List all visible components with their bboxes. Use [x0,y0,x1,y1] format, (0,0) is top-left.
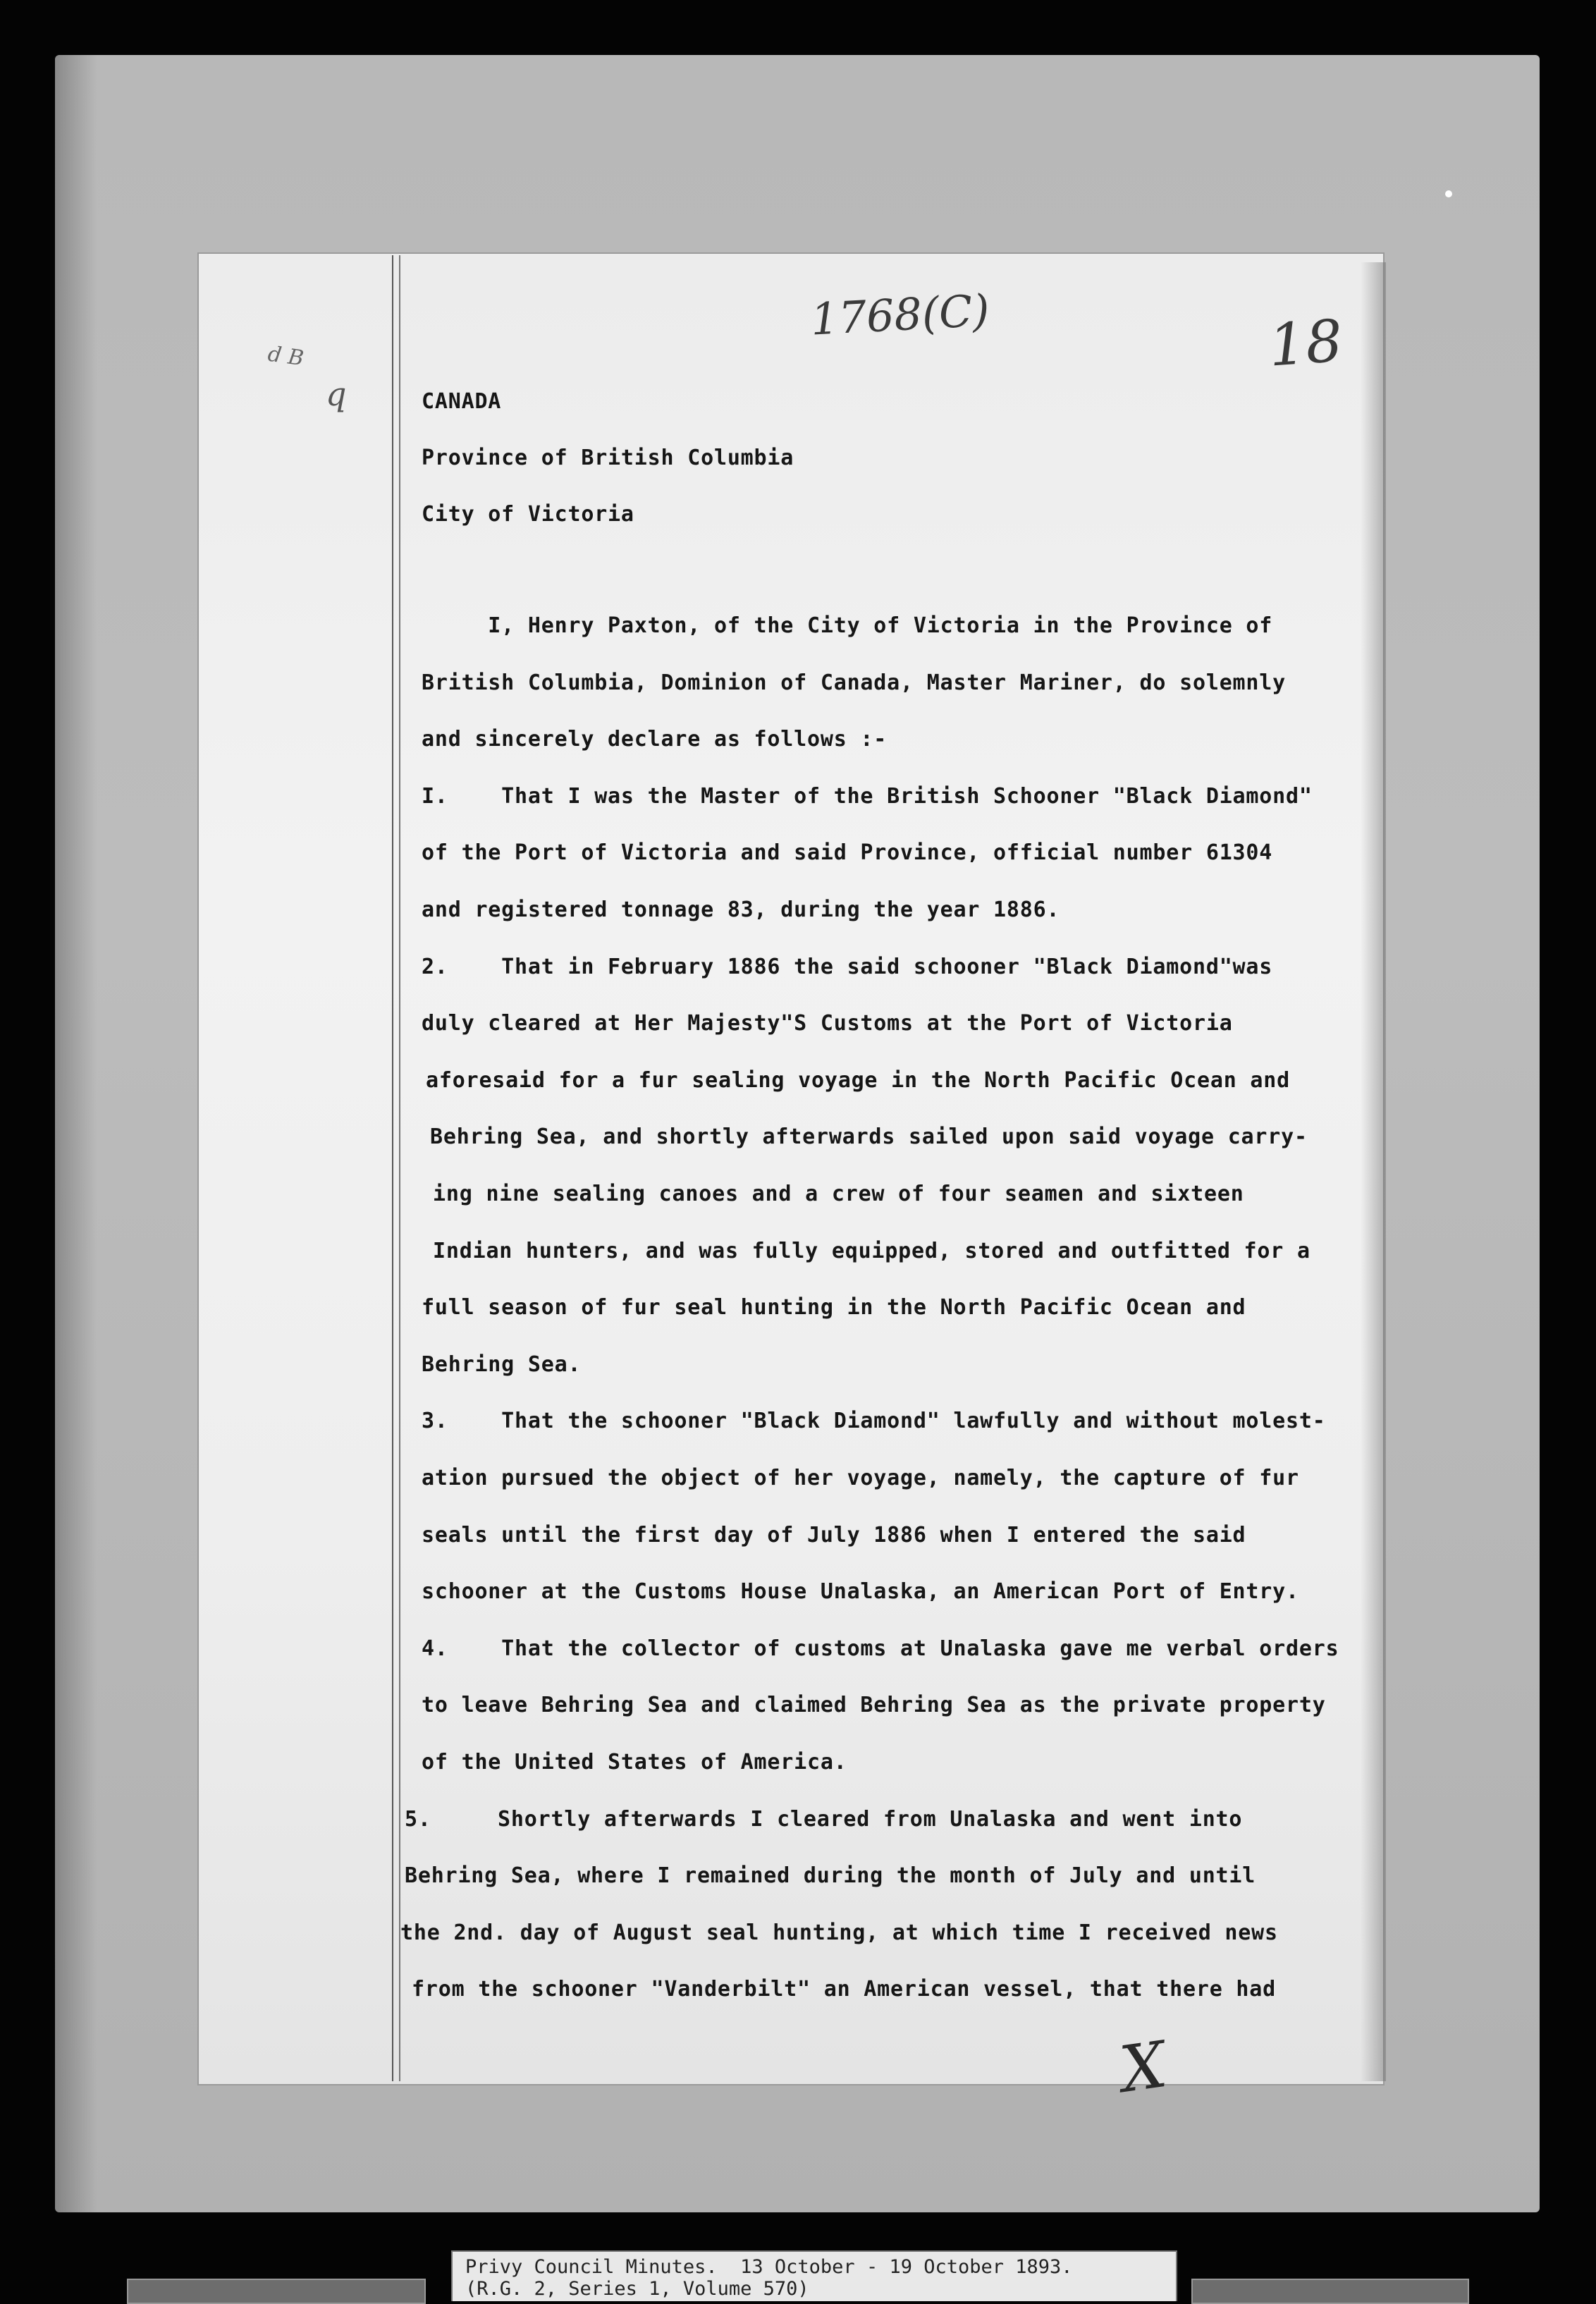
body-line: Behring Sea. [422,1352,582,1377]
caption-line-1: Privy Council Minutes. 13 October - 19 October 1893. [465,2256,1073,2278]
check-mark: X [1116,2028,1172,2107]
folio-number: 18 [1266,307,1345,380]
body-line: of the United States of America. [422,1750,847,1775]
archive-caption [451,2250,1177,2301]
body-line: ation pursued the object of her voyage, namely, the capture of fur [422,1466,1299,1490]
folder-tab-right [1191,2279,1469,2304]
folder-tab-left [127,2279,426,2304]
page-edge-shadow [1361,262,1386,2081]
body-line: 2. That in February 1886 the said schooner "Black Diamond"was [422,955,1273,979]
body-line: the 2nd. day of August seal hunting, at which time I received news [400,1920,1278,1945]
body-line: British Columbia, Dominion of Canada, Master Mariner, do solemnly [422,670,1286,695]
backing-shadow [55,55,97,2212]
body-line: I, Henry Paxton, of the City of Victoria in the Province of [422,613,1273,638]
body-line: 5. Shortly afterwards I cleared from Unalaska and went into [405,1807,1243,1832]
body-line: duly cleared at Her Majesty"S Customs at the Port of Victoria [422,1011,1233,1036]
body-line: ing nine sealing canoes and a crew of four seamen and sixteen [433,1182,1244,1206]
body-line: Behring Sea, and shortly afterwards sailed upon said voyage carry- [430,1125,1308,1149]
caption-line-2: (R.G. 2, Series 1, Volume 570) [465,2278,809,2300]
heading-city: City of Victoria [422,502,634,527]
body-line: 3. That the schooner "Black Diamond" lawfully and without molest- [422,1409,1326,1433]
body-line: Behring Sea, where I remained during the month of July and until [405,1863,1256,1888]
margin-note: d B [266,341,305,372]
body-line: schooner at the Customs House Unalaska, an American Port of Entry. [422,1579,1299,1604]
body-line: seals until the first day of July 1886 when I entered the said [422,1523,1246,1548]
body-line: and sincerely declare as follows :- [422,727,888,752]
margin-rule-inner [399,255,400,2081]
body-line: aforesaid for a fur sealing voyage in the North Pacific Ocean and [426,1068,1290,1093]
body-line: Indian hunters, and was fully equipped, stored and outfitted for a [433,1239,1310,1263]
margin-rule [392,255,393,2081]
margin-letter: q [326,375,347,413]
dust-speck [1445,190,1452,197]
body-line: and registered tonnage 83, during the year 1886. [422,897,1060,922]
body-line: from the schooner "Vanderbilt" an American vessel, that there had [412,1977,1276,2002]
heading-province: Province of British Columbia [422,446,794,470]
body-line: 4. That the collector of customs at Unalaska gave me verbal orders [422,1636,1339,1661]
body-line: I. That I was the Master of the British Schooner "Black Diamond" [422,784,1313,809]
body-line: full season of fur seal hunting in the North Pacific Ocean and [422,1295,1246,1320]
heading-country: CANADA [422,389,502,414]
body-line: to leave Behring Sea and claimed Behring Sea as the private property [422,1693,1326,1717]
reference-number: 1768(C) [809,284,991,345]
body-line: of the Port of Victoria and said Province, official number 61304 [422,840,1273,865]
